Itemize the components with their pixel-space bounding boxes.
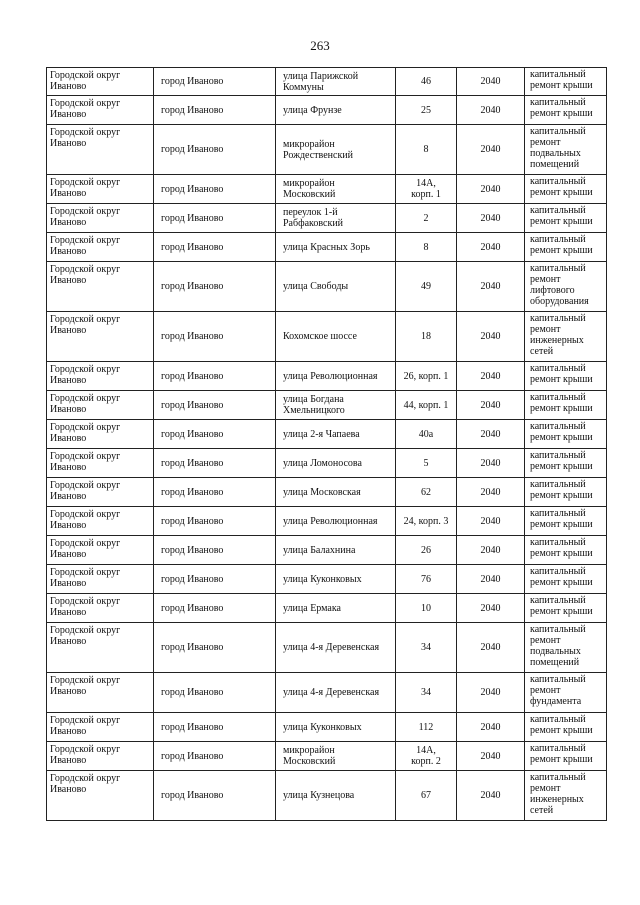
cell-year: 2040 (457, 125, 525, 175)
cell-district: Городской округ Иваново (47, 420, 154, 449)
cell-street: улица Революционная (276, 507, 396, 536)
cell-district: Городской округ Иваново (47, 771, 154, 821)
table-row (47, 312, 607, 362)
cell-house-number: 24, корп. 3 (396, 507, 457, 536)
cell-house-number: 2 (396, 204, 457, 233)
cell-house-number: 46 (396, 68, 457, 96)
cell-district: Городской округ Иваново (47, 96, 154, 125)
table-row (47, 262, 607, 312)
cell-year: 2040 (457, 96, 525, 125)
cell-district: Городской округ Иваново (47, 125, 154, 175)
table-row (47, 507, 607, 536)
cell-year: 2040 (457, 623, 525, 673)
cell-house-number: 112 (396, 713, 457, 742)
table-row (47, 68, 607, 96)
table-body (47, 68, 607, 821)
cell-work-type: капитальный ремонт крыши (525, 96, 607, 125)
cell-street: улица 4-я Деревенская (276, 623, 396, 673)
cell-city: город Иваново (154, 623, 276, 673)
cell-street: улица Богдана Хмельницкого (276, 391, 396, 420)
cell-district: Городской округ Иваново (47, 507, 154, 536)
cell-year: 2040 (457, 673, 525, 713)
capital-repair-table (46, 67, 607, 821)
cell-house-number: 10 (396, 594, 457, 623)
cell-district: Городской округ Иваново (47, 233, 154, 262)
cell-district: Городской округ Иваново (47, 312, 154, 362)
cell-city: город Иваново (154, 449, 276, 478)
table-row (47, 565, 607, 594)
cell-city: город Иваново (154, 262, 276, 312)
cell-city: город Иваново (154, 96, 276, 125)
cell-city: город Иваново (154, 312, 276, 362)
cell-work-type: капитальный ремонт лифтового оборудования (525, 262, 607, 312)
cell-work-type: капитальный ремонт крыши (525, 713, 607, 742)
cell-street: улица Ломоносова (276, 449, 396, 478)
cell-house-number: 25 (396, 96, 457, 125)
cell-work-type: капитальный ремонт крыши (525, 68, 607, 96)
cell-work-type: капитальный ремонт крыши (525, 478, 607, 507)
cell-city: город Иваново (154, 565, 276, 594)
cell-house-number: 8 (396, 233, 457, 262)
cell-street: улица Ермака (276, 594, 396, 623)
cell-street: улица Балахнина (276, 536, 396, 565)
table-row (47, 125, 607, 175)
cell-street: улица Красных Зорь (276, 233, 396, 262)
cell-street: улица Московская (276, 478, 396, 507)
cell-year: 2040 (457, 713, 525, 742)
cell-city: город Иваново (154, 478, 276, 507)
cell-work-type: капитальный ремонт крыши (525, 594, 607, 623)
table-row (47, 420, 607, 449)
cell-street: переулок 1-й Рабфаковский (276, 204, 396, 233)
cell-district: Городской округ Иваново (47, 623, 154, 673)
cell-house-number: 67 (396, 771, 457, 821)
cell-work-type: капитальный ремонт инженерных сетей (525, 312, 607, 362)
cell-work-type: капитальный ремонт крыши (525, 449, 607, 478)
cell-year: 2040 (457, 362, 525, 391)
cell-year: 2040 (457, 449, 525, 478)
table-row (47, 233, 607, 262)
cell-street: микрорайон Рождественский (276, 125, 396, 175)
cell-work-type: капитальный ремонт крыши (525, 175, 607, 204)
cell-city: город Иваново (154, 742, 276, 771)
cell-year: 2040 (457, 204, 525, 233)
cell-year: 2040 (457, 594, 525, 623)
cell-street: улица 2-я Чапаева (276, 420, 396, 449)
cell-year: 2040 (457, 565, 525, 594)
cell-year: 2040 (457, 742, 525, 771)
cell-city: город Иваново (154, 233, 276, 262)
cell-house-number: 26 (396, 536, 457, 565)
cell-city: город Иваново (154, 362, 276, 391)
cell-house-number: 34 (396, 623, 457, 673)
cell-house-number: 40а (396, 420, 457, 449)
table-row (47, 175, 607, 204)
cell-year: 2040 (457, 536, 525, 565)
table-row (47, 623, 607, 673)
cell-house-number: 44, корп. 1 (396, 391, 457, 420)
cell-district: Городской округ Иваново (47, 536, 154, 565)
cell-house-number: 49 (396, 262, 457, 312)
cell-city: город Иваново (154, 125, 276, 175)
cell-district: Городской округ Иваново (47, 673, 154, 713)
cell-work-type: капитальный ремонт крыши (525, 204, 607, 233)
table-row (47, 478, 607, 507)
cell-work-type: капитальный ремонт фундамента (525, 673, 607, 713)
table-row (47, 391, 607, 420)
cell-year: 2040 (457, 507, 525, 536)
cell-city: город Иваново (154, 68, 276, 96)
cell-year: 2040 (457, 175, 525, 204)
table-row (47, 771, 607, 821)
table-row (47, 594, 607, 623)
cell-district: Городской округ Иваново (47, 362, 154, 391)
cell-city: город Иваново (154, 391, 276, 420)
table-row (47, 713, 607, 742)
cell-street: улица Парижской Коммуны (276, 68, 396, 96)
cell-work-type: капитальный ремонт крыши (525, 362, 607, 391)
cell-city: город Иваново (154, 594, 276, 623)
cell-work-type: капитальный ремонт подвальных помещений (525, 125, 607, 175)
cell-city: город Иваново (154, 771, 276, 821)
cell-house-number: 14А, корп. 1 (396, 175, 457, 204)
cell-city: город Иваново (154, 507, 276, 536)
cell-work-type: капитальный ремонт крыши (525, 536, 607, 565)
table-row (47, 673, 607, 713)
cell-year: 2040 (457, 420, 525, 449)
cell-work-type: капитальный ремонт крыши (525, 565, 607, 594)
cell-street: улица Революционная (276, 362, 396, 391)
cell-house-number: 62 (396, 478, 457, 507)
cell-district: Городской округ Иваново (47, 391, 154, 420)
cell-year: 2040 (457, 312, 525, 362)
cell-work-type: капитальный ремонт инженерных сетей (525, 771, 607, 821)
cell-house-number: 76 (396, 565, 457, 594)
cell-street: улица Куконковых (276, 565, 396, 594)
cell-house-number: 8 (396, 125, 457, 175)
cell-district: Городской округ Иваново (47, 68, 154, 96)
cell-year: 2040 (457, 771, 525, 821)
cell-district: Городской округ Иваново (47, 742, 154, 771)
table-row (47, 204, 607, 233)
cell-city: город Иваново (154, 420, 276, 449)
cell-street: улица Куконковых (276, 713, 396, 742)
cell-house-number: 14А, корп. 2 (396, 742, 457, 771)
cell-year: 2040 (457, 233, 525, 262)
cell-house-number: 26, корп. 1 (396, 362, 457, 391)
page-number: 263 (310, 38, 330, 53)
cell-house-number: 5 (396, 449, 457, 478)
cell-work-type: капитальный ремонт крыши (525, 391, 607, 420)
cell-street: улица Кузнецова (276, 771, 396, 821)
cell-district: Городской округ Иваново (47, 565, 154, 594)
cell-street: улица Свободы (276, 262, 396, 312)
cell-street: улица Фрунзе (276, 96, 396, 125)
cell-house-number: 34 (396, 673, 457, 713)
table-row (47, 742, 607, 771)
cell-street: улица 4-я Деревенская (276, 673, 396, 713)
cell-district: Городской округ Иваново (47, 713, 154, 742)
cell-year: 2040 (457, 262, 525, 312)
cell-year: 2040 (457, 391, 525, 420)
cell-city: город Иваново (154, 175, 276, 204)
cell-city: город Иваново (154, 536, 276, 565)
cell-district: Городской округ Иваново (47, 262, 154, 312)
cell-house-number: 18 (396, 312, 457, 362)
cell-year: 2040 (457, 68, 525, 96)
cell-district: Городской округ Иваново (47, 449, 154, 478)
cell-work-type: капитальный ремонт крыши (525, 420, 607, 449)
cell-work-type: капитальный ремонт крыши (525, 233, 607, 262)
cell-city: город Иваново (154, 713, 276, 742)
cell-work-type: капитальный ремонт крыши (525, 507, 607, 536)
cell-street: микрорайон Московский (276, 175, 396, 204)
cell-city: город Иваново (154, 673, 276, 713)
cell-district: Городской округ Иваново (47, 594, 154, 623)
table-row (47, 536, 607, 565)
cell-work-type: капитальный ремонт крыши (525, 742, 607, 771)
table-row (47, 96, 607, 125)
cell-street: Кохомское шоссе (276, 312, 396, 362)
cell-work-type: капитальный ремонт подвальных помещений (525, 623, 607, 673)
table-row (47, 449, 607, 478)
cell-year: 2040 (457, 478, 525, 507)
cell-district: Городской округ Иваново (47, 478, 154, 507)
cell-district: Городской округ Иваново (47, 175, 154, 204)
cell-district: Городской округ Иваново (47, 204, 154, 233)
cell-city: город Иваново (154, 204, 276, 233)
table-row (47, 362, 607, 391)
cell-street: микрорайон Московский (276, 742, 396, 771)
